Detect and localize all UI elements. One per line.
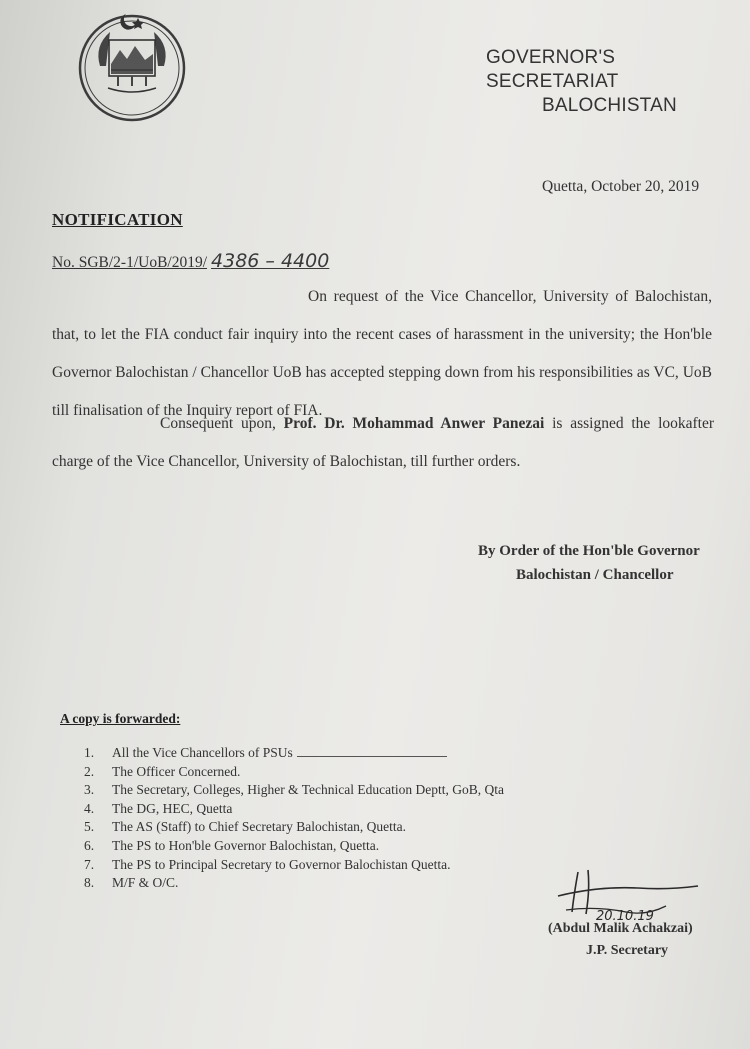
reference-number: No. SGB/2-1/UoB/2019/ xyxy=(52,254,208,271)
handwritten-signature xyxy=(538,866,708,926)
paragraph-2-suffix: is assigned the lookafter charge of the Vice Chancellor, University of Balochistan, till further orders. xyxy=(52,415,715,470)
list-item: 6. The PS to Hon'ble Governor Balochistan, Quetta. xyxy=(84,837,380,853)
signer-block xyxy=(548,918,693,962)
list-item: 1. All the Vice Chancellors of PSUs xyxy=(84,744,504,763)
copy-forwarded-heading: A copy is forwarded: xyxy=(60,711,181,726)
list-item: 2. The Officer Concerned. xyxy=(84,763,241,779)
paragraph-1-text: On request of the Vice Chancellor, University of Balochistan, that, to let the FIA conduct fair inquiry into the recent cases of harassment in the university; the Hon'ble Governor Balochistan / Chancellor UoB has accepted stepping down from his responsibilities as VC, UoB till finalisation of the Inquiry report of FIA. xyxy=(52,288,712,419)
copy-recipient-list xyxy=(84,744,504,893)
paragraph-2-prefix: Consequent upon, xyxy=(160,415,276,432)
handwritten-number-range: 4386 – 4400 xyxy=(211,250,330,272)
list-item: 4. The DG, HEC, Quetta xyxy=(84,800,233,816)
order-line-1: By Order of the Hon'ble Governor xyxy=(478,543,700,559)
list-item: 8. M/F & O/C. xyxy=(84,875,179,891)
notification-title: NOTIFICATION xyxy=(52,210,183,229)
balochistan-emblem-icon xyxy=(78,4,186,132)
organization-line-2: BALOCHISTAN xyxy=(542,95,677,116)
reference-line xyxy=(52,250,349,272)
signature-date: 20.10.19 xyxy=(596,909,654,924)
organization-name xyxy=(486,46,750,118)
order-block xyxy=(478,539,700,587)
signer-designation: J.P. Secretary xyxy=(586,943,669,958)
assigned-person-name: Prof. Dr. Mohammad Anwer Panezai xyxy=(283,415,545,432)
list-item: 7. The PS to Principal Secretary to Governor Balochistan Quetta. xyxy=(84,856,451,872)
signer-name: (Abdul Malik Achakzai) xyxy=(548,921,693,936)
paragraph-2 xyxy=(52,405,714,481)
blank-line xyxy=(297,746,447,757)
organization-line-1: GOVERNOR'S SECRETARIAT xyxy=(486,47,619,92)
list-item: 3. The Secretary, Colleges, Higher & Technical Education Deptt, GoB, Qta xyxy=(84,782,504,798)
notification-date: Quetta, October 20, 2019 xyxy=(542,178,700,195)
list-item: 5. The AS (Staff) to Chief Secretary Balochistan, Quetta. xyxy=(84,819,407,835)
order-line-2: Balochistan / Chancellor xyxy=(516,567,674,583)
